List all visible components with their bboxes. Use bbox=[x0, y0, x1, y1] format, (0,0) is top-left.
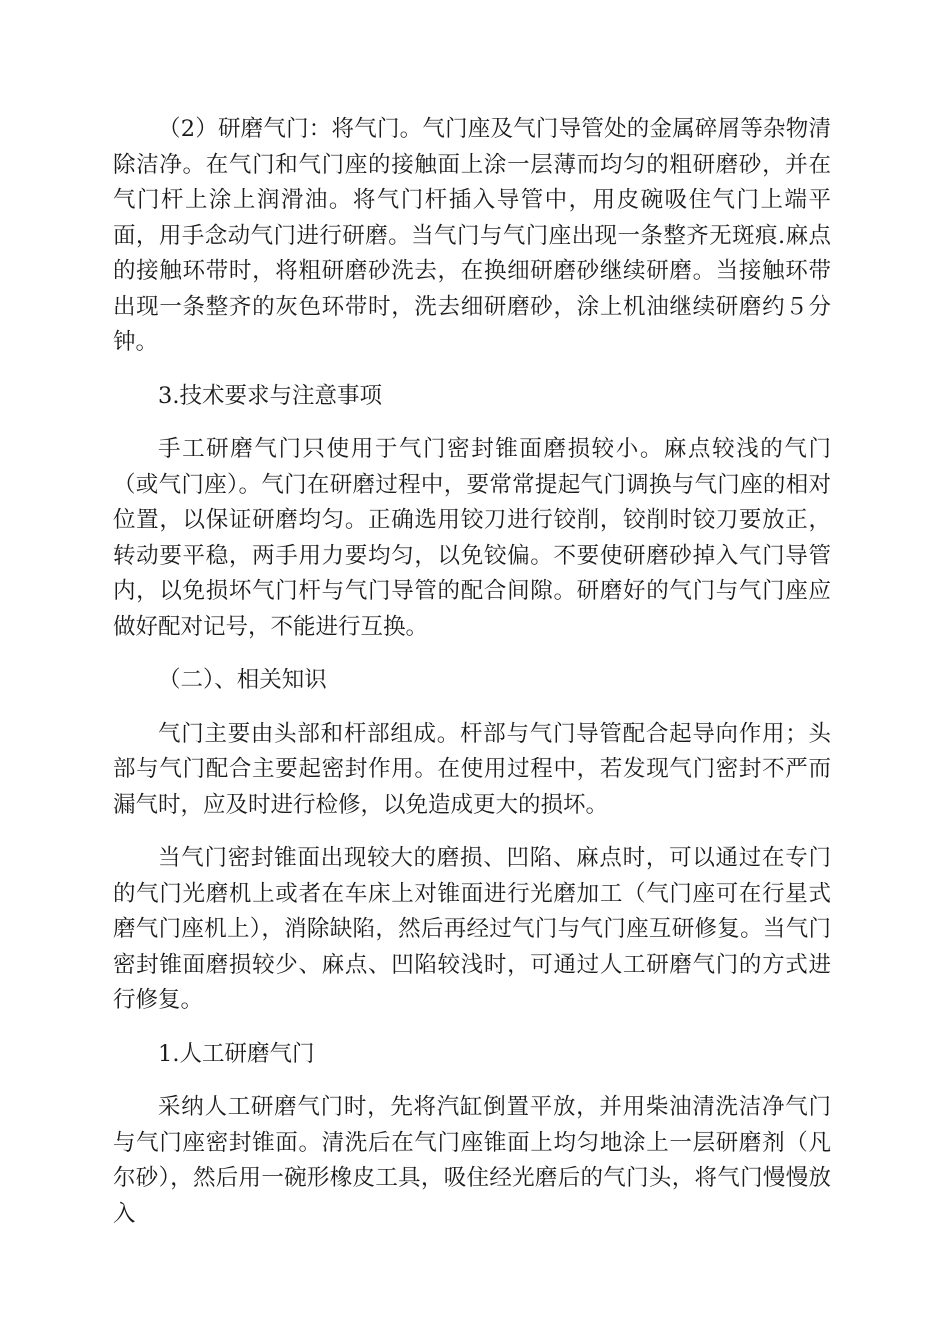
paragraph-valve-structure: 气门主要由头部和杆部组成。杆部与气门导管配合起导向作用；头部与气门配合主要起密封作用。在使用过程中，若发现气门密封不严而漏气时，应及时进行检修，以免造成更大的损坏。 bbox=[113, 720, 831, 818]
paragraph-manual-grinding: 采纳人工研磨气门时，先将汽缸倒置平放，并用柴油清洗洁净气门与气门座密封锥面。清洗后在气门座锥面上均匀地涂上一层研磨剂（凡尔砂），然后用一碗形橡皮工具，吸住经光磨后的气门头，将气门慢慢放入 bbox=[113, 1094, 831, 1227]
section-heading-manual-grinding: 1.人工研磨气门 bbox=[158, 1040, 315, 1067]
paragraph-valve-repair: 当气门密封锥面出现较大的磨损、凹陷、麻点时，可以通过在专门的气门光磨机上或者在车床上对锥面进行光磨加工（气门座可在行星式磨气门座机上），消除缺陷，然后再经过气门与气门座互研修复。当气门密封锥面磨损较少、麻点、凹陷较浅时，可通过人工研磨气门的方式进行修复。 bbox=[113, 845, 831, 1013]
document-page bbox=[113, 112, 831, 1232]
paragraph-technical-requirements: 手工研磨气门只使用于气门密封锥面磨损较小。麻点较浅的气门（或气门座）。气门在研磨过程中，要常常提起气门调换与气门座的相对位置，以保证研磨均匀。正确选用铰刀进行铰削，铰削时铰刀要放正，转动要平稳，两手用力要均匀，以免铰偏。不要使研磨砂掉入气门导管内，以免损坏气门杆与气门导管的配合间隙。研磨好的气门与气门座应做好配对记号，不能进行互换。 bbox=[113, 436, 831, 640]
section-heading-technical-requirements: 3.技术要求与注意事项 bbox=[158, 382, 382, 409]
paragraph-valve-grinding-steps: （2）研磨气门：将气门。气门座及气门导管处的金属碎屑等杂物清除洁净。在气门和气门座的接触面上涂一层薄而均匀的粗研磨砂，并在气门杆上涂上润滑油。将气门杆插入导管中，用皮碗吸住气门上端平面，用手念动气门进行研磨。当气门与气门座出现一条整齐无斑痕.麻点的接触环带时，将粗研磨砂洗去，在换细研磨砂继续研磨。当接触环带出现一条整齐的灰色环带时，洗去细研磨砂，涂上机油继续研磨约５分钟。 bbox=[113, 116, 831, 355]
section-heading-related-knowledge: （二）、相关知识 bbox=[158, 667, 327, 693]
